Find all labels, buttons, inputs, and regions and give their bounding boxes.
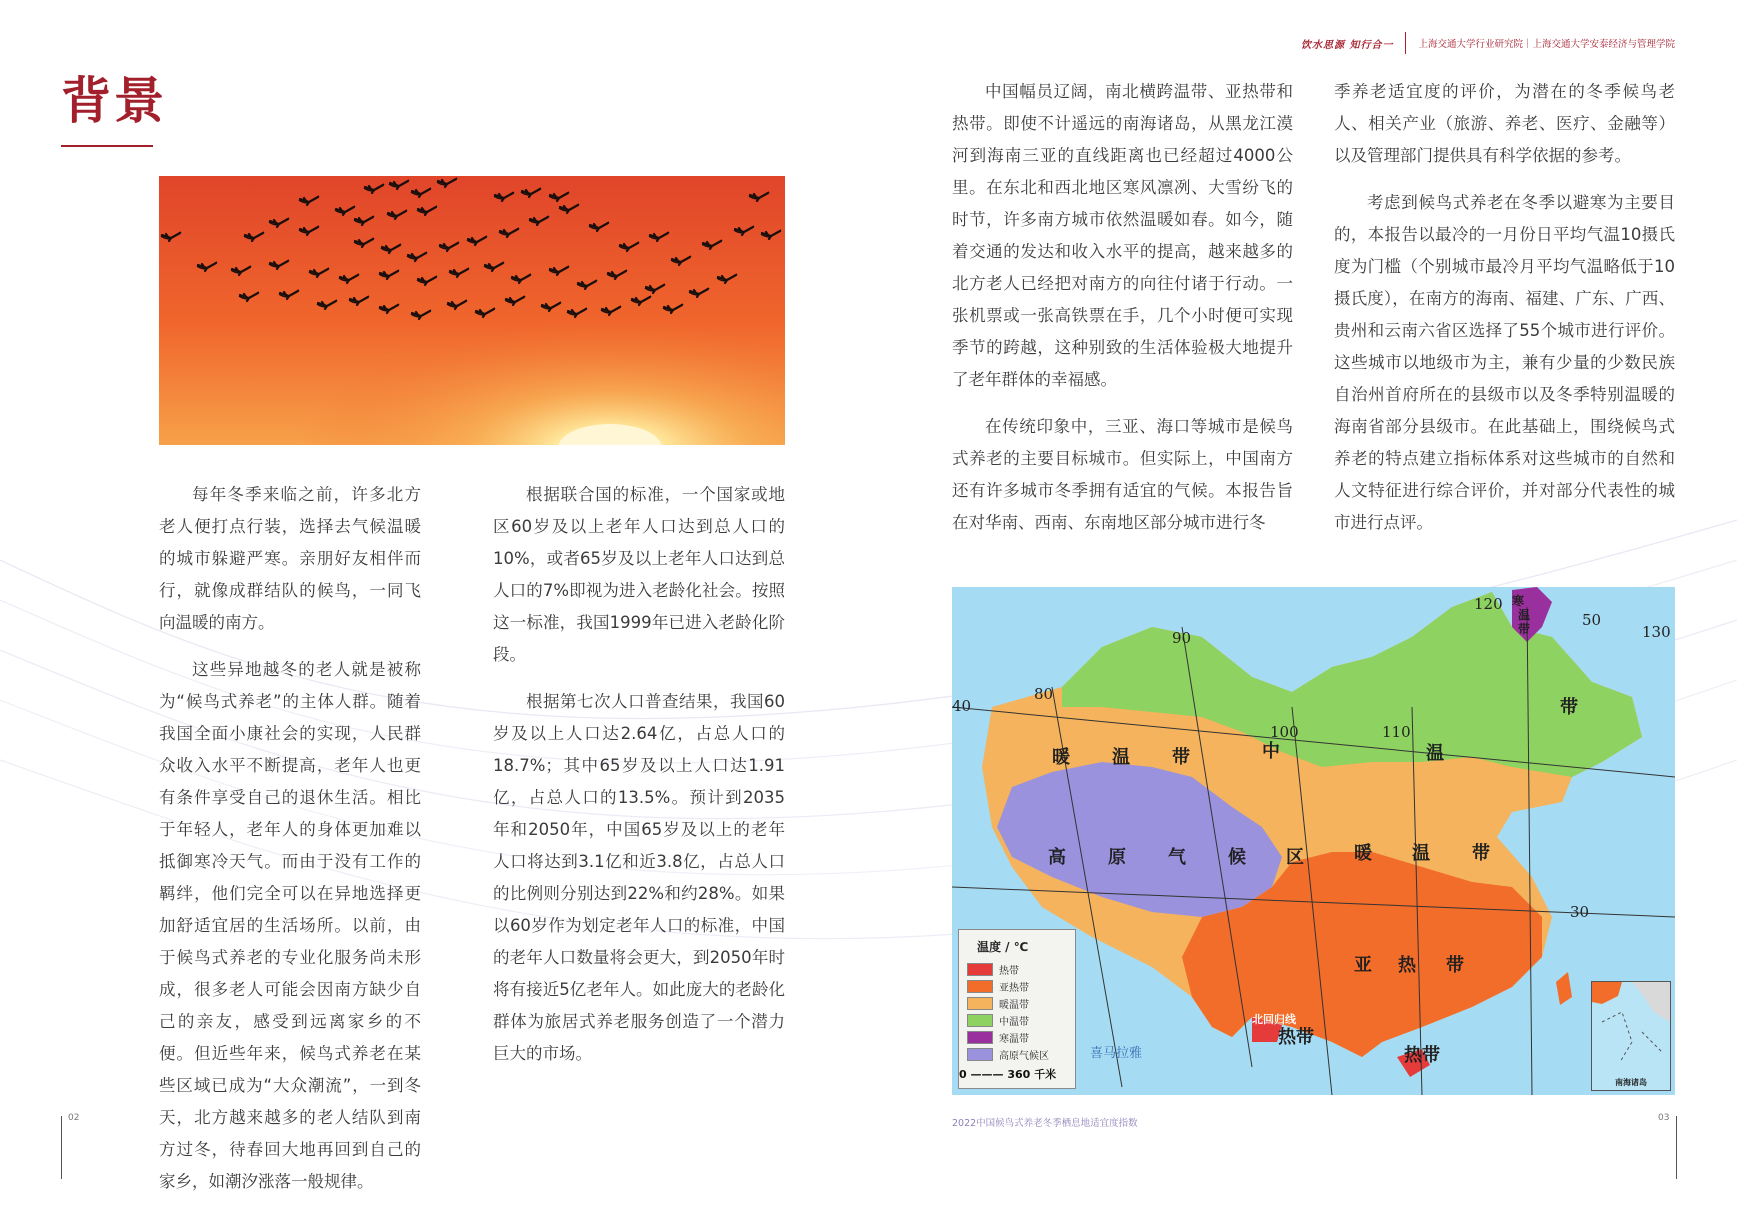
tropic-line-label: 北回归线 [1252, 1013, 1296, 1026]
grid-label: 50 [1582, 611, 1602, 629]
legend-item [967, 995, 1075, 1012]
grid-label: 40 [952, 697, 972, 715]
paragraph: 考虑到候鸟式养老在冬季以避寒为主要目的，本报告以最冷的一月份日平均气温10摄氏度为门槛（个别城市最冷月平均气温略低于10摄氏度），在南方的海南、福建、广东、广西、贵州和云南六省区选择了55个城市进行评价。这些城市以地级市为主，兼有少量的少数民族自治州首府所在的县级市以及冬季特别温暖的海南省部分县级市。在此基础上，围绕候鸟式养老的特点建立指标体系对这些城市的自然和人文特征进行综合评价，并对部分代表性的城市进行点评。 [1334, 193, 1675, 532]
paragraph: 中国幅员辽阔，南北横跨温带、亚热带和热带。即使不计遥远的南海诸岛，从黑龙江漠河到海南三亚的直线距离也已经超过4000公里。在东北和西北地区寒风凛冽、大雪纷飞的时节，许多南方城市依然温暖如春。如今，随着交通的发达和收入水平的提高，越来越多的北方老人已经把对南方的向往付诸于行动。一张机票或一张高铁票在手，几个小时便可实现季节的跨越，这种别致的生活体验极大地提升了老年群体的幸福感。 [952, 82, 1293, 389]
paragraph: 根据第七次人口普查结果，我国60岁及以上人口达2.64亿，占总人口的18.7%；其中65岁及以上人口达1.91亿，占总人口的13.5%。预计到2035年和2050年，中国65岁及以上的老年人口将达到3.1亿和近3.8亿，占总人口的比例则分别达到22%和约28%。如果以60岁作为划定老年人口的标准，中国的老年人口数量将会更大，到2050年时将有接近5亿老年人。如此庞大的老龄化群体为旅居式养老服务创造了一个潜力巨大的市场。 [493, 692, 785, 1063]
zone-label: 区 [1286, 847, 1304, 868]
report-title-footer: 2022中国候鸟式养老冬季栖息地适宜度指数 [952, 1118, 1138, 1129]
legend-swatch [967, 963, 993, 976]
body-text-column-1 [159, 479, 421, 1213]
sunset-cranes-image [159, 176, 785, 445]
grid-label: 110 [1382, 723, 1411, 741]
legend-item [967, 978, 1075, 995]
map-scale: 0 ——— 360 千米 [959, 1068, 1057, 1081]
header-divider [1405, 32, 1406, 54]
grid-label: 120 [1474, 595, 1503, 613]
motto-text: 饮水思源 知行合一 [1301, 39, 1394, 51]
zone-label: 温 [1518, 608, 1531, 622]
legend-item [967, 961, 1075, 978]
zone-label: 原 [1108, 847, 1126, 868]
zone-label: 高 [1048, 847, 1066, 868]
zone-label: 亚 [1354, 955, 1372, 976]
region-label: 喜马拉雅 [1090, 1046, 1143, 1061]
grid-label: 130 [1642, 623, 1671, 641]
legend-item [967, 1046, 1075, 1063]
inset-label: 南海诸岛 [1615, 1078, 1647, 1087]
zone-label: 温 [1412, 843, 1430, 864]
zone-label: 热 [1398, 955, 1416, 976]
institute-text: 上海交通大学行业研究院｜上海交通大学安泰经济与管理学院 [1418, 39, 1675, 50]
zone-label: 带 [1518, 622, 1531, 636]
legend-label: 热带 [999, 966, 1019, 977]
zone-label: 温 [1426, 743, 1444, 764]
zone-label: 寒 [1512, 594, 1525, 608]
zone-label: 候 [1228, 847, 1246, 868]
page-number-left: 02 [68, 1113, 80, 1123]
legend-title: 温度 / ℃ [977, 940, 1029, 954]
legend-label: 寒温带 [999, 1034, 1029, 1045]
zone-label: 带 [1446, 955, 1464, 976]
zone-label: 带 [1560, 697, 1578, 718]
zone-label: 气 [1168, 847, 1186, 868]
zone-label: 热带 [1404, 1045, 1440, 1066]
body-text-column-4 [1334, 76, 1675, 554]
legend-label: 亚热带 [999, 983, 1029, 994]
zone-label: 带 [1172, 747, 1190, 768]
grid-label: 30 [1570, 903, 1590, 921]
body-text-column-2 [493, 479, 785, 1085]
title-underline [61, 145, 153, 147]
legend-label: 中温带 [999, 1017, 1029, 1028]
legend-swatch [967, 1031, 993, 1044]
legend-label: 高原气候区 [999, 1051, 1049, 1062]
climate-zone-map [952, 587, 1675, 1095]
legend-swatch [967, 997, 993, 1010]
legend-item [967, 1029, 1075, 1046]
paragraph: 根据联合国的标准，一个国家或地区60岁及以上老年人口达到总人口的10%，或者65岁及以上老年人口达到总人口的7%即视为进入老龄化社会。按照这一标准，我国1999年已进入老龄化阶段。 [493, 485, 785, 664]
paragraph-continuation: 季养老适宜度的评价，为潜在的冬季候鸟老人、相关产业（旅游、养老、医疗、金融等）以及管理部门提供具有科学依据的参考。 [1334, 82, 1675, 165]
page-title: 背景 [61, 72, 167, 130]
page-header [1301, 30, 1675, 56]
paragraph: 在传统印象中，三亚、海口等城市是候鸟式养老的主要目标城市。但实际上，中国南方还有许多城市冬季拥有适宜的气候。本报告旨在对华南、西南、东南地区部分城市进行冬 [952, 417, 1293, 532]
legend-swatch [967, 1048, 993, 1061]
zone-label: 中 [1262, 741, 1280, 762]
zone-label: 温 [1112, 747, 1130, 768]
zone-label: 暖 [1052, 747, 1070, 768]
zone-label: 带 [1472, 843, 1490, 864]
legend-item [967, 1012, 1075, 1029]
legend-swatch [967, 1014, 993, 1027]
body-text-column-3 [952, 76, 1293, 554]
zone-label: 热带 [1278, 1027, 1314, 1048]
legend-label: 暖温带 [999, 1000, 1029, 1011]
grid-label: 80 [1034, 685, 1054, 703]
grid-label: 100 [1270, 723, 1299, 741]
map-legend [958, 929, 1076, 1089]
footer-rule-right [1676, 1116, 1677, 1179]
zone-label: 暖 [1354, 843, 1372, 864]
paragraph: 每年冬季来临之前，许多北方老人便打点行装，选择去气候温暖的城市躲避严寒。亲朋好友相伴而行，就像成群结队的候鸟，一同飞向温暖的南方。 [159, 485, 421, 632]
legend-swatch [967, 980, 993, 993]
grid-label: 90 [1172, 629, 1192, 647]
paragraph: 这些异地越冬的老人就是被称为“候鸟式养老”的主体人群。随着我国全面小康社会的实现，人民群众收入水平不断提高，老年人也更有条件享受自己的退休生活。相比于年轻人，老年人的身体更加难以抵御寒冷天气。而由于没有工作的羁绊，他们完全可以在异地选择更加舒适宜居的生活场所。以前，由于候鸟式养老的专业化服务尚未形成，很多老人可能会因南方缺少自己的亲友，感受到远离家乡的不便。但近些年来，候鸟式养老在某些区域已成为“大众潮流”，一到冬天，北方越来越多的老人结队到南方过冬，待春回大地再回到自己的家乡，如潮汐涨落一般规律。 [159, 660, 421, 1191]
footer-rule-left [61, 1116, 62, 1179]
page-number-right: 03 [1658, 1113, 1670, 1123]
south-china-sea-inset [1591, 981, 1671, 1091]
